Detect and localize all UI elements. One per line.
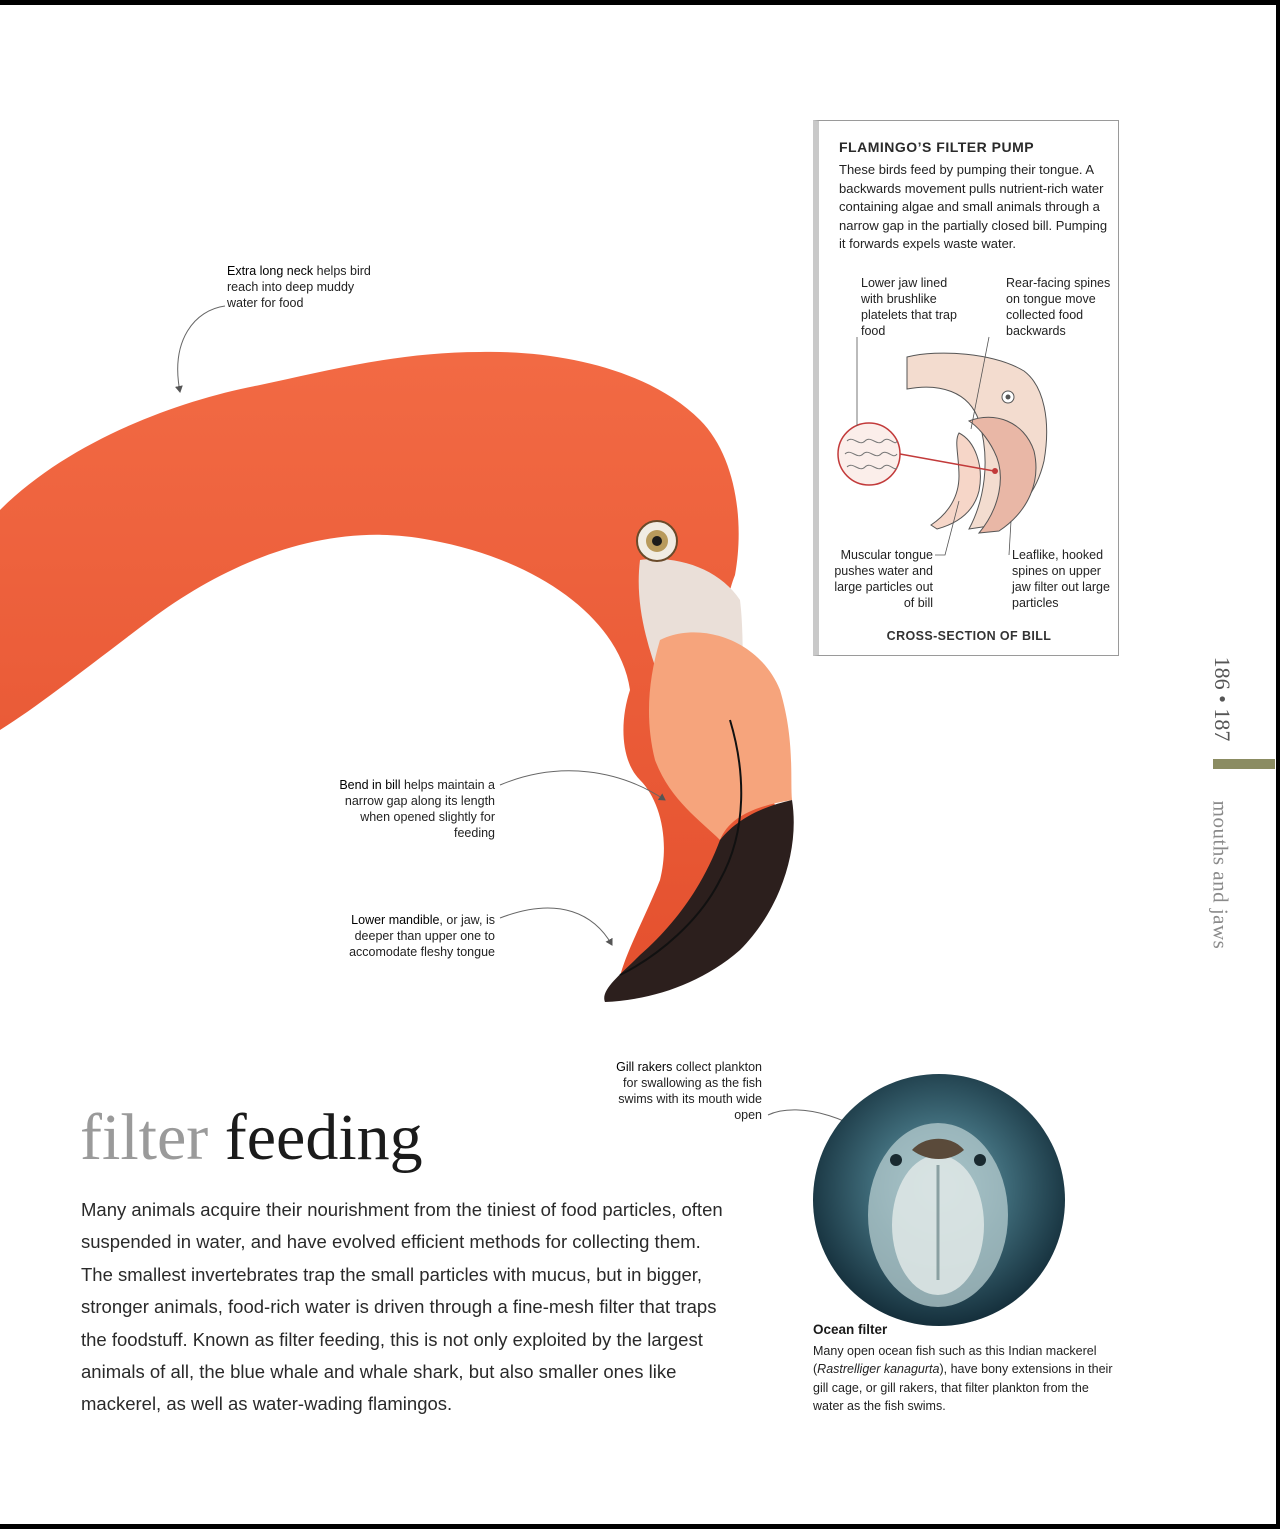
chapter-title-text: mouths and jaws (1208, 800, 1233, 950)
label-lower-jaw: Lower jaw lined with brushlike platelets that trap food (861, 276, 957, 338)
intro-paragraph: Many animals acquire their nourishment from the tiniest of food particles, often suspended in water, and have evolved efficient methods for collecting them. The smallest invertebrates trap the small particles with mucus, but in bigger, stronger animals, food-rich water is driven through a fine-mesh filter that traps the foodstuff. Known as filter feeding, this is not only exploited by the largest animals of all, the blue whale and whale shark, but also smaller ones like mackerel, as well as water-wading flamingos. (81, 1199, 723, 1415)
page-title-dark: feeding (224, 1101, 423, 1174)
filter-box-caption: CROSS-SECTION OF BILL (886, 629, 1052, 643)
callout-gill (612, 1059, 762, 1123)
chapter-marker-bar (1213, 759, 1275, 769)
callout-mandible-term: Lower mandible (351, 913, 440, 927)
callout-gill-term: Gill rakers (616, 1060, 673, 1074)
page-numbers (1202, 654, 1242, 744)
callout-neck (227, 263, 387, 311)
label-leaflike: Leaflike, hooked spines on upper jaw filter out large particles (1012, 548, 1110, 610)
chapter-title (1195, 786, 1245, 964)
callout-bend-text: helps maintain a narrow gap along its length when opened slightly for feeding (344, 778, 495, 840)
page-title (80, 1098, 423, 1178)
mackerel-photo (813, 1074, 1065, 1326)
callout-mandible (330, 912, 495, 960)
callout-neck-term: Extra long neck (227, 264, 314, 278)
bill-cross-section-diagram (819, 121, 1119, 657)
fish-caption-part2: ), have bony extensions in their gill cage, or gill rakers, that filter plankton from the water as the fish swims. (813, 1362, 1113, 1413)
fish-caption-title: Ocean filter (813, 1322, 888, 1337)
callout-mandible-text: , or jaw, is deeper than upper one to accomodate fleshy tongue (349, 913, 495, 959)
filter-box-text: These birds feed by pumping their tongue. A backwards movement pulls nutrient-rich water containing algae and small animals through a narrow gap in the partially closed bill. Pumping it forwards expels waste water. (839, 162, 1108, 251)
fish-caption-part1: Many open ocean fish such as this Indian mackerel ( (813, 1344, 1097, 1377)
callout-neck-text: helps bird reach into deep muddy water for food (227, 264, 371, 310)
label-tongue: Muscular tongue pushes water and large particles out of bill (834, 548, 933, 610)
callout-bend (330, 777, 495, 841)
fish-species-name: Rastrelliger kanagurta (817, 1362, 940, 1377)
filter-box-title: FLAMINGO’S FILTER PUMP (839, 139, 1035, 155)
label-rear-spines: Rear-facing spines on tongue move collected food backwards (1006, 276, 1111, 338)
page-title-light: filter (80, 1101, 209, 1174)
filter-pump-box (813, 120, 1119, 656)
fish-caption-text (813, 1342, 1113, 1415)
callout-bend-term: Bend in bill (339, 778, 401, 792)
page-numbers-text: 186 • 187 (1210, 656, 1235, 742)
callout-gill-text: collect plankton for swallowing as the fish swims with its mouth wide open (618, 1060, 762, 1122)
